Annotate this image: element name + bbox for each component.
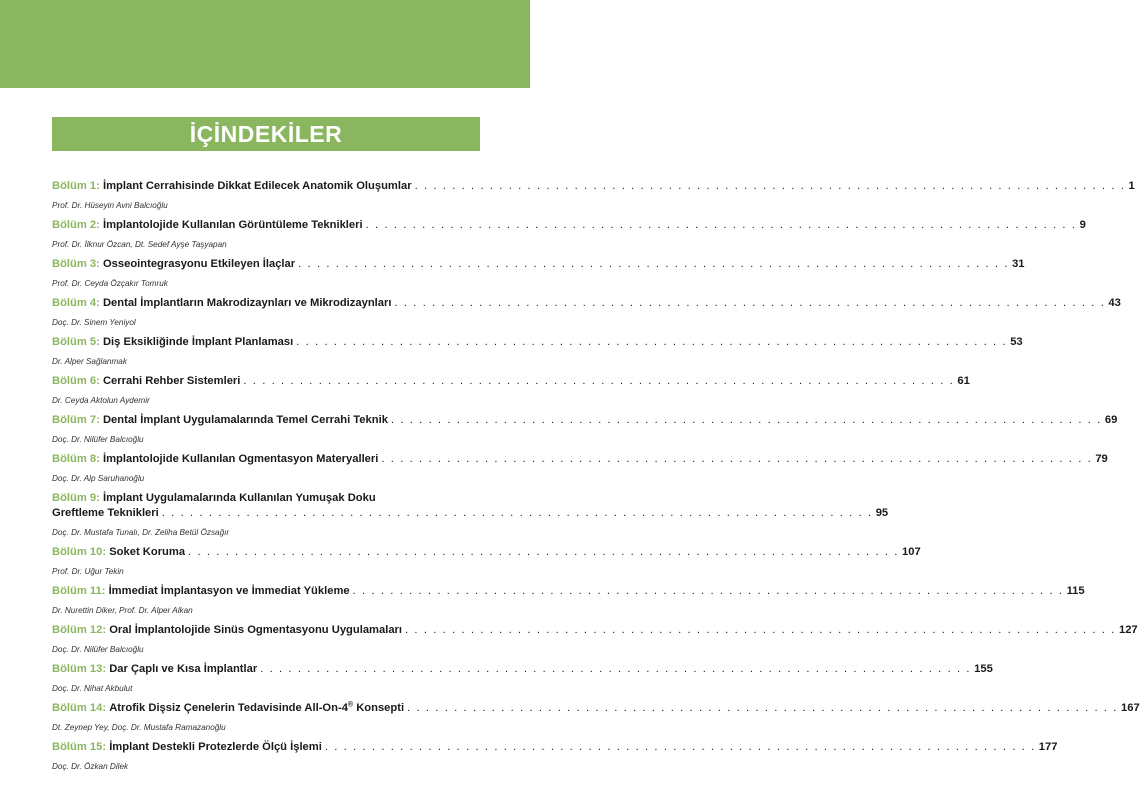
leader-dots (325, 740, 1036, 755)
chapter-authors: Prof. Dr. Uğur Tekin (52, 567, 124, 576)
chapter-title: Oral İmplantolojide Sinüs Ogmentasyonu Uygulamaları (109, 624, 403, 636)
chapter-title: Dar Çaplı ve Kısa İmplantlar (109, 663, 258, 675)
chapter-title: İmplantolojide Kullanılan Görüntüleme Teknikleri (102, 219, 363, 231)
toc-entry-12[interactable] (52, 623, 1138, 655)
chapter-authors: Doç. Dr. Alp Saruhanoğlu (52, 474, 145, 483)
page-number: 61 (957, 375, 970, 387)
chapter-authors: Prof. Dr. Hüseyin Avni Balcıoğlu (52, 201, 168, 210)
toc-entry-9[interactable] (52, 491, 889, 538)
leader-dots (188, 545, 899, 560)
toc-entry-14[interactable] (52, 701, 1140, 733)
chapter-title: Greftleme Teknikleri (52, 507, 159, 519)
chapter-title: Dental İmplantların Makrodizaynları ve Mikrodizaynları (102, 297, 392, 309)
leader-dots (366, 218, 1077, 233)
chapter-number: Bölüm 5: (52, 336, 100, 348)
chapter-title (109, 701, 404, 716)
toc-entry-3[interactable] (52, 257, 1025, 289)
registered-mark: ® (347, 701, 354, 709)
chapter-number: Bölüm 12: (52, 624, 107, 636)
chapter-authors: Doç. Dr. Nihat Akbulut (52, 684, 133, 693)
chapter-title: Cerrahi Rehber Sistemleri (102, 375, 241, 387)
contents-title-bar (52, 117, 480, 151)
chapter-number: Bölüm 15: (52, 741, 107, 753)
chapter-title: Dental İmplant Uygulamalarında Temel Cerrahi Teknik (102, 414, 388, 426)
page-number: 95 (875, 507, 889, 519)
chapter-title-main: Atrofik Dişsiz Çenelerin Tedavisinde All-On-4 (109, 702, 348, 714)
page-number: 177 (1038, 741, 1058, 753)
toc-entry-13[interactable] (52, 662, 993, 694)
page-number: 107 (902, 546, 921, 558)
chapter-authors: Doç. Dr. Nilüfer Balcıoğlu (52, 435, 144, 444)
page-number: 69 (1104, 414, 1118, 426)
header-band (0, 0, 530, 88)
chapter-number: Bölüm 8: (52, 453, 100, 465)
toc-entry-4[interactable] (52, 296, 1121, 328)
chapter-authors: Prof. Dr. İlknur Özcan, Dt. Sedef Ayşe Taşyapan (52, 240, 227, 249)
leader-dots (394, 296, 1105, 311)
chapter-number: Bölüm 6: (52, 375, 100, 387)
leader-dots (162, 506, 873, 521)
page-number: 9 (1079, 219, 1086, 231)
leader-dots (298, 257, 1009, 272)
chapter-authors: Dt. Zeynep Yey, Doç. Dr. Mustafa Ramazanoğlu (52, 723, 226, 732)
chapter-authors: Prof. Dr. Ceyda Özçakır Tomruk (52, 279, 168, 288)
leader-dots (243, 374, 954, 389)
page-number: 155 (974, 663, 993, 675)
chapter-authors: Doç. Dr. Özkan Dilek (52, 762, 129, 771)
chapter-number: Bölüm 7: (52, 414, 100, 426)
leader-dots (391, 413, 1102, 428)
leader-dots (296, 335, 1007, 350)
chapter-number: Bölüm 14: (52, 702, 107, 714)
chapter-title: İmplant Cerrahisinde Dikkat Edilecek Anatomik Oluşumlar (102, 180, 412, 192)
chapter-authors: Doç. Dr. Mustafa Tunalı, Dr. Zeliha Betül Özsağır (52, 528, 230, 537)
leader-dots (260, 662, 971, 677)
chapter-authors: Dr. Nurettin Diker, Prof. Dr. Alper Alkan (52, 606, 193, 615)
page-number: 79 (1095, 453, 1108, 465)
chapter-number: Bölüm 3: (52, 258, 100, 270)
page-number: 1 (1128, 180, 1135, 192)
chapter-title: İmmediat İmplantasyon ve İmmediat Yükleme (108, 585, 350, 597)
leader-dots (415, 179, 1126, 194)
chapter-title: İmplantolojide Kullanılan Ogmentasyon Materyalleri (102, 453, 379, 465)
page-number: 115 (1066, 585, 1085, 597)
table-of-contents (52, 179, 1140, 779)
toc-entry-1[interactable] (52, 179, 1135, 211)
chapter-title: Osseointegrasyonu Etkileyen İlaçlar (102, 258, 296, 270)
chapter-title: Soket Koruma (109, 546, 186, 558)
leader-dots (353, 584, 1064, 599)
leader-dots (405, 623, 1116, 638)
chapter-title: Diş Eksikliğinde İmplant Planlaması (102, 336, 294, 348)
chapter-title-line-1: İmplant Uygulamalarında Kullanılan Yumuşak Doku (102, 492, 376, 504)
chapter-number: Bölüm 13: (52, 663, 107, 675)
page-number: 167 (1121, 702, 1140, 714)
toc-entry-10[interactable] (52, 545, 921, 577)
chapter-title-tail: Konsepti (353, 702, 405, 714)
toc-entry-11[interactable] (52, 584, 1085, 616)
chapter-authors: Doç. Dr. Nilüfer Balcıoğlu (52, 645, 144, 654)
toc-entry-15[interactable] (52, 740, 1058, 772)
page-number: 53 (1010, 336, 1023, 348)
chapter-number: Bölüm 11: (52, 585, 106, 597)
chapter-number: Bölüm 1: (52, 180, 100, 192)
chapter-number: Bölüm 9: (52, 492, 100, 504)
page-number: 31 (1012, 258, 1025, 270)
page-title: İÇİNDEKİLER (189, 120, 343, 147)
chapter-authors: Dr. Ceyda Aktolun Aydemir (52, 396, 150, 405)
toc-entry-7[interactable] (52, 413, 1118, 445)
chapter-title: İmplant Destekli Protezlerde Ölçü İşlemi (109, 741, 322, 753)
toc-entry-2[interactable] (52, 218, 1086, 250)
leader-dots (381, 452, 1092, 467)
leader-dots (407, 701, 1118, 716)
chapter-number: Bölüm 4: (52, 297, 100, 309)
page-number: 127 (1118, 624, 1138, 636)
toc-entry-6[interactable] (52, 374, 970, 406)
chapter-authors: Dr. Alper Sağlanmak (52, 357, 127, 366)
chapter-number: Bölüm 2: (52, 219, 100, 231)
toc-entry-8[interactable] (52, 452, 1108, 484)
toc-entry-5[interactable] (52, 335, 1023, 367)
chapter-authors: Doç. Dr. Sinem Yeniyol (52, 318, 136, 327)
page-number: 43 (1108, 297, 1121, 309)
chapter-number: Bölüm 10: (52, 546, 107, 558)
